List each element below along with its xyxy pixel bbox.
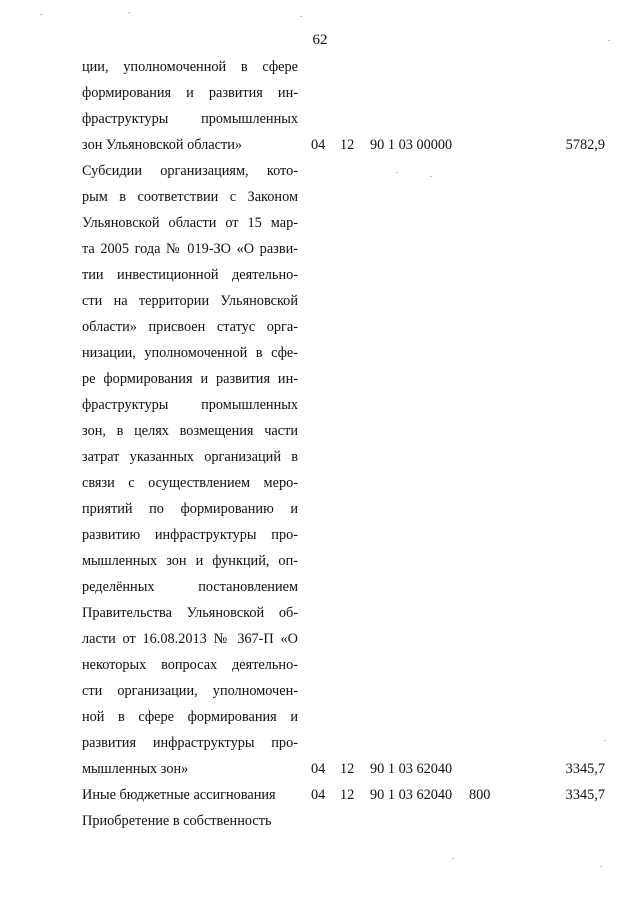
description-line: ределённых постановлением	[82, 579, 298, 595]
description-line: тии инвестиционной деятельно-	[82, 267, 298, 283]
description-line: формирования и развития ин-	[82, 85, 298, 101]
scan-speck	[608, 40, 610, 41]
description-line: зон Ульяновской области»	[82, 137, 243, 153]
section-code: 04	[311, 761, 326, 777]
description-line: ной в сфере формирования и	[82, 709, 298, 725]
section-code: 04	[311, 787, 326, 803]
row-description	[82, 808, 298, 834]
description-line: мышленных зон и функций, оп-	[82, 553, 298, 569]
scan-speck	[604, 740, 606, 741]
description-line: мышленных зон»	[82, 761, 189, 777]
target-article-code: 90 1 03 00000	[370, 137, 453, 153]
description-line: та 2005 года № 019-ЗО «О разви-	[82, 241, 298, 257]
description-line: Субсидии организациям, кото-	[82, 163, 298, 179]
description-line: Иные бюджетные ассигнования	[82, 787, 276, 803]
description-line: ре формирования и развития ин-	[82, 371, 298, 387]
description-line: фраструктуры промышленных	[82, 397, 298, 413]
scan-speck	[452, 858, 454, 859]
scan-speck	[128, 12, 130, 13]
description-line: ласти от 16.08.2013 № 367-П «О	[82, 631, 298, 647]
section-code: 04	[311, 137, 326, 153]
description-line: Приобретение в собственность	[82, 813, 272, 829]
row-description	[82, 782, 298, 808]
amount-value: 3345,7	[565, 787, 605, 803]
scan-speck	[396, 172, 398, 173]
description-line: развитию инфраструктуры про-	[82, 527, 298, 543]
description-line: области» присвоен статус орга-	[82, 319, 298, 335]
scan-speck	[300, 16, 302, 17]
description-line: связи с осуществлением меро-	[82, 475, 298, 491]
description-line: сти на территории Ульяновской	[82, 293, 298, 309]
row-description	[82, 158, 298, 782]
description-line: ции, уполномоченной в сфере	[82, 59, 298, 75]
target-article-code: 90 1 03 62040	[370, 787, 453, 803]
page-number: 62	[312, 32, 328, 48]
amount-value: 5782,9	[565, 137, 605, 153]
description-line: рым в соответствии с Законом	[82, 189, 298, 205]
scan-speck	[600, 866, 602, 867]
subsection-code: 12	[340, 787, 355, 803]
row-description	[82, 54, 298, 158]
description-line: затрат указанных организаций в	[82, 449, 298, 465]
expense-type-code: 800	[469, 787, 491, 803]
subsection-code: 12	[340, 761, 355, 777]
target-article-code: 90 1 03 62040	[370, 761, 453, 777]
description-line: некоторых вопросах деятельно-	[82, 657, 298, 673]
amount-value: 3345,7	[565, 761, 605, 777]
description-line: сти организации, уполномочен-	[82, 683, 298, 699]
subsection-code: 12	[340, 137, 355, 153]
description-line: фраструктуры промышленных	[82, 111, 298, 127]
scan-speck	[430, 176, 432, 177]
scan-speck	[40, 14, 42, 15]
description-line: развития инфраструктуры про-	[82, 735, 298, 751]
description-line: зон, в целях возмещения части	[82, 423, 298, 439]
description-line: Ульяновской области от 15 мар-	[82, 215, 298, 231]
description-line: низации, уполномоченной в сфе-	[82, 345, 298, 361]
description-line: приятий по формированию и	[82, 501, 298, 517]
description-line: Правительства Ульяновской об-	[82, 605, 298, 621]
